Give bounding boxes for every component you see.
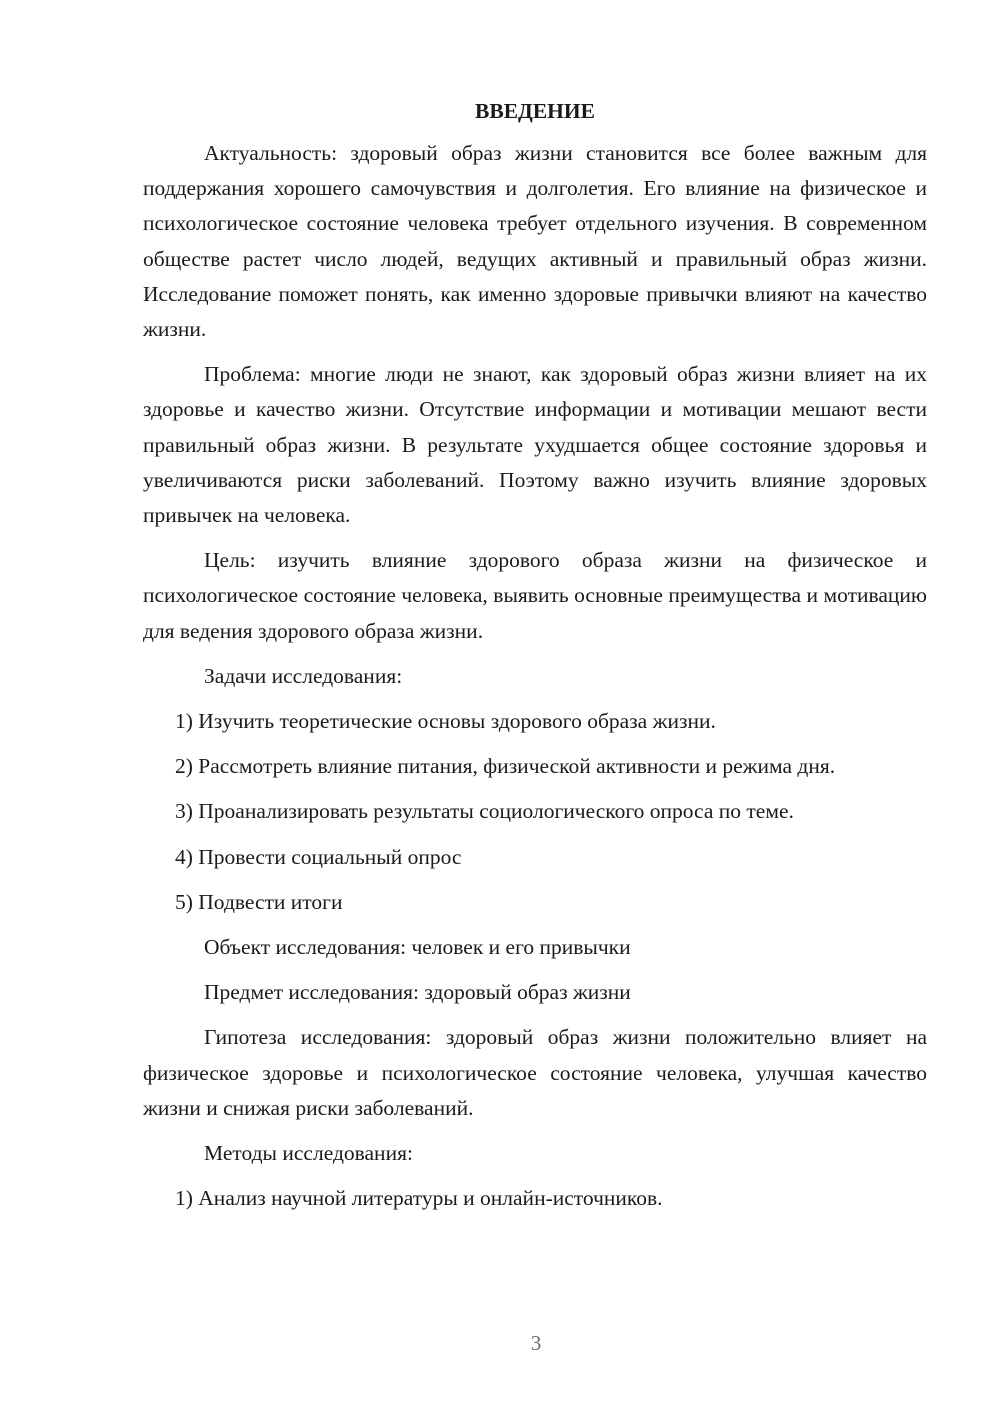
- task-item-5: 5) Подвести итоги: [175, 889, 343, 914]
- relevance-paragraph: Актуальность: здоровый образ жизни становится все более важным для поддержания хорошего самочувствия и долголетия. Его влияние на физическое и психологическое состояние человека требует отдельного изучения. В современном обществе растет число людей, ведущих активный и правильный образ жизни. Исследование поможет понять, как именно здоровые привычки влияют на качество жизни.: [143, 141, 927, 342]
- subject-paragraph: Предмет исследования: здоровый образ жизни: [204, 980, 631, 1005]
- problem-paragraph: Проблема: многие люди не знают, как здоровый образ жизни влияет на их здоровье и качество жизни. Отсутствие информации и мотивации мешают вести правильный образ жизни. В результате ухудшается общее состояние здоровья и увеличиваются риски заболеваний. Поэтому важно изучить влияние здоровых привычек на человека.: [143, 362, 927, 528]
- hypothesis-paragraph: Гипотеза исследования: здоровый образ жизни положительно влияет на физическое здоровье и психологическое состояние человека, улучшая качество жизни и снижая риски заболеваний.: [143, 1025, 927, 1120]
- methods-heading: Методы исследования:: [204, 1141, 413, 1166]
- page-number: 3: [530, 1331, 542, 1355]
- tasks-heading: Задачи исследования:: [204, 663, 403, 688]
- task-item-2: 2) Рассмотреть влияние питания, физической активности и режима дня.: [175, 754, 836, 779]
- task-item-1: 1) Изучить теоретические основы здорового образа жизни.: [175, 709, 716, 734]
- page-title: ВВЕДЕНИЕ: [475, 99, 595, 123]
- task-item-3: 3) Проанализировать результаты социологического опроса по теме.: [175, 799, 794, 824]
- object-paragraph: Объект исследования: человек и его привычки: [204, 935, 631, 960]
- goal-paragraph: Цель: изучить влияние здорового образа жизни на физическое и психологическое состояние человека, выявить основные преимущества и мотивацию для ведения здорового образа жизни.: [143, 548, 927, 643]
- method-item-1: 1) Анализ научной литературы и онлайн-источников.: [175, 1186, 663, 1211]
- task-item-4: 4) Провести социальный опрос: [175, 844, 462, 869]
- document-page: [143, 96, 927, 1226]
